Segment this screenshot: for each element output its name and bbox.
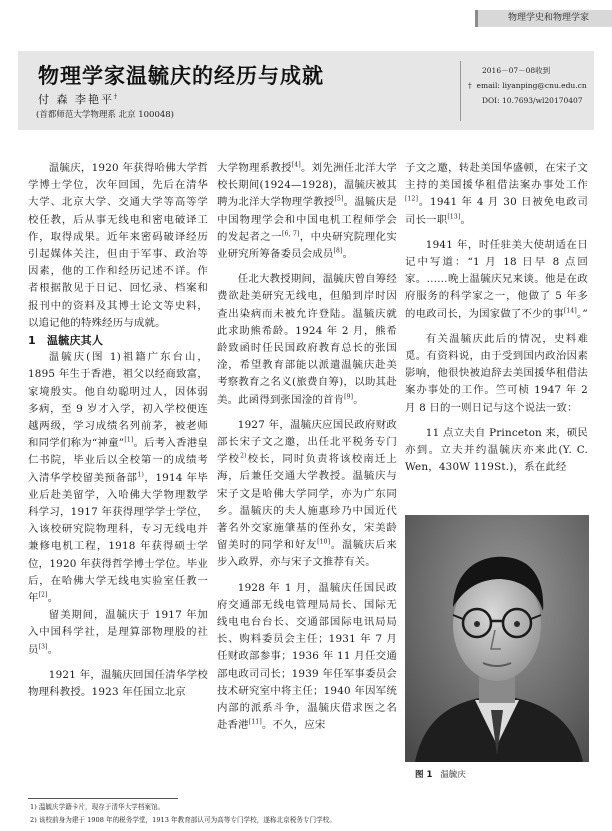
citation: [3] (38, 643, 48, 651)
citation: [11] (248, 718, 262, 726)
body-paragraph: 1921 年，温毓庆回国任清华学校物理科教授。1923 年任国立北京 (28, 668, 208, 699)
received-date: 2016－07－08收到 (482, 66, 551, 75)
section-label: 物理学史和物理学家 (508, 13, 590, 23)
body-paragraph: 留美期间，温毓庆于 1917 年加入中国科学社，是理算部物理股的社员[3]。 (28, 609, 208, 656)
quoted-diary-paragraph: 11 点立夫自 Princeton 来，硕民亦到。立夫并约温毓庆亦来此(Y. C. Wen，430W 119St.)，系在此经 (405, 426, 588, 474)
abstract-paragraph: 温毓庆，1920 年获得哈佛大学哲学博士学位，次年回国，先后在清华大学、北京大学、交通大学等高等学校任教，后从事无线电和密电破译工作，取得成果。近年来密码破译经历引起媒体关注，但由于军事、政治等因素，他的工作和经历记述不详。作者根据散见于日记、回忆录、档案和报刊中的资料及其博士论文等史料，以追记他的特殊经历与成就。 (28, 162, 208, 329)
footnote-rule (28, 798, 178, 799)
title-block (18, 51, 594, 130)
text-column-1 (28, 160, 208, 701)
citation: [8] (333, 247, 343, 255)
footnote-1: 1) 温毓庆学籍卡片，现存于清华大学档案馆。 (30, 803, 165, 811)
journal-section-tab (475, 10, 612, 27)
citation: [12] (405, 195, 419, 203)
citation: [2] (38, 591, 48, 599)
citation: [14] (563, 307, 577, 315)
body-paragraph: 任北大教授期间，温毓庆曾自筹经费欲赴美研究无线电，但船到岸时因查出染病而未被允许登陆。温毓庆就此求助熊希龄。1924 年 2 月，熊希龄致函时任民国政府教育总长的张国淦，希望教育部能以派遣温毓庆赴美考察教育之名义(旅费自筹)，以助其赴美。此函得到张国淦的首肯[9]。 (217, 273, 397, 406)
figure-caption (415, 768, 466, 780)
contact-email (468, 78, 587, 93)
body-paragraph: 1941 年，时任驻美大使胡适在日记中写道：“1 月 18 日早 8 点回家。……晚上温毓庆兄来谈。他是在政府服务的科学家之一，他做了 5 年多的电政司长，为国家做了不少的事[14]。” (405, 238, 588, 320)
footnotes (30, 801, 336, 827)
body-paragraph: 温毓庆(图 1)祖籍广东台山，1895 年生于香港，祖父以经商致富，家境殷实。他自幼聪明过人，因体弱多病，至 9 岁才入学，初入学校便连越两级，学习成绩名列前茅，被老师和同学们称为“神童”[1]。后考入香港皇仁书院，毕业后以全校第一的成绩考入清华学校留美预备部$^{1)}$，1914 年毕业后赴美留学，入哈佛大学物理数学科学习，1917 年获得理学学士学位，入该校研究院物理科，专习无线电并兼修电机工程，1918 年获得硕士学位，1920 年获得哲学博士学位。毕业后，在哈佛大学无线电实验室任教一年[2]。 (28, 351, 208, 605)
article-meta (468, 63, 587, 108)
article-authors (38, 91, 119, 107)
email-mark: † (468, 81, 472, 90)
article-affiliation: (首都师范大学物理系 北京 100048) (36, 110, 174, 120)
author-mark: † (114, 93, 119, 101)
footnote-ref: 2) (240, 452, 247, 460)
author-names: 付 森 李艳平 (38, 93, 114, 106)
figure-caption-text: 温毓庆 (440, 770, 466, 780)
section-heading: 1 温毓庆其人 (28, 334, 104, 348)
body-paragraph: 大学物理系教授[4]。刘先洲任北洋大学校长期间(1924—1928)，温毓庆被其聘为北洋大学物理学教授[5]。温毓庆是中国物理学会和中国电机工程师学会的发起者之一[6, 7]，中央研究院理化实业研究所筹备委员会成员[8]。 (217, 161, 397, 261)
doi: DOI: 10.7693/wl20170407 (482, 96, 583, 105)
figure-1 (405, 515, 589, 793)
citation: [10] (317, 538, 331, 546)
text-column-3 (405, 160, 588, 476)
portrait-photo (405, 515, 589, 762)
citation: [9] (344, 393, 354, 401)
figure-label: 图 1 (415, 770, 433, 780)
citation: [13] (447, 213, 461, 221)
text-column-2 (217, 160, 397, 735)
citation: [1] (124, 436, 134, 444)
body-paragraph: 有关温毓庆此后的情况，史料难觅。有资料说，由于受到国内政治因素影响，他很快被迫辞去美国援华租借法案办事处的工作。竺可桢 1947 年 2 月 8 日的一则日记与这个说法一致： (405, 332, 588, 414)
citation: [6, 7] (281, 230, 300, 238)
body-paragraph: 1927 年，温毓庆应国民政府财政部长宋子文之邀，出任北平税务专门学校$^{2)}$校长，同时负责将该校南迁上海，后兼任交通大学教授。温毓庆与宋子文是哈佛大学同学，亦为广东同乡。温毓庆的夫人施惠珍乃中国近代著名外交家施肇基的侄孙女，宋美龄留美时的同学和好友[10]。温毓庆后来步入政界，亦与宋子文推荐有关。 (217, 418, 397, 569)
citation: [5] (334, 195, 344, 203)
article-title: 物理学家温毓庆的经历与成就 (38, 64, 324, 88)
body-paragraph: 1928 年 1 月，温毓庆任国民政府交通部无线电管理局局长、国际无线电电台台长、交通部国际电讯局局长、购料委员会主任；1931 年 7 月任财政部参事；1936 年 11 月任交通部电政司司长；1939 年任军事委员会技术研究室中将主任；1940 年因军统内部的派系斗争，温毓庆借求医之名赴香港[11]。不久，应宋 (217, 581, 397, 732)
body-paragraph: 子文之邀，转赴美国华盛顿，在宋子文主持的美国援华租借法案办事处工作[12]。1941 年 4 月 30 日被免电政司司长一职[13]。 (405, 162, 588, 226)
email-text: email: liyanping@cnu.edu.cn (476, 81, 587, 90)
footnote-2: 2) 该校前身为建于 1908 年的税务学堂，1913 年教育部认可为高等专门学校，遂称北京税务专门学校。 (30, 816, 336, 824)
title-divider (460, 61, 461, 121)
portrait-illustration (405, 515, 589, 762)
footnote-ref: 1) (137, 471, 145, 479)
citation: [4] (291, 161, 301, 169)
